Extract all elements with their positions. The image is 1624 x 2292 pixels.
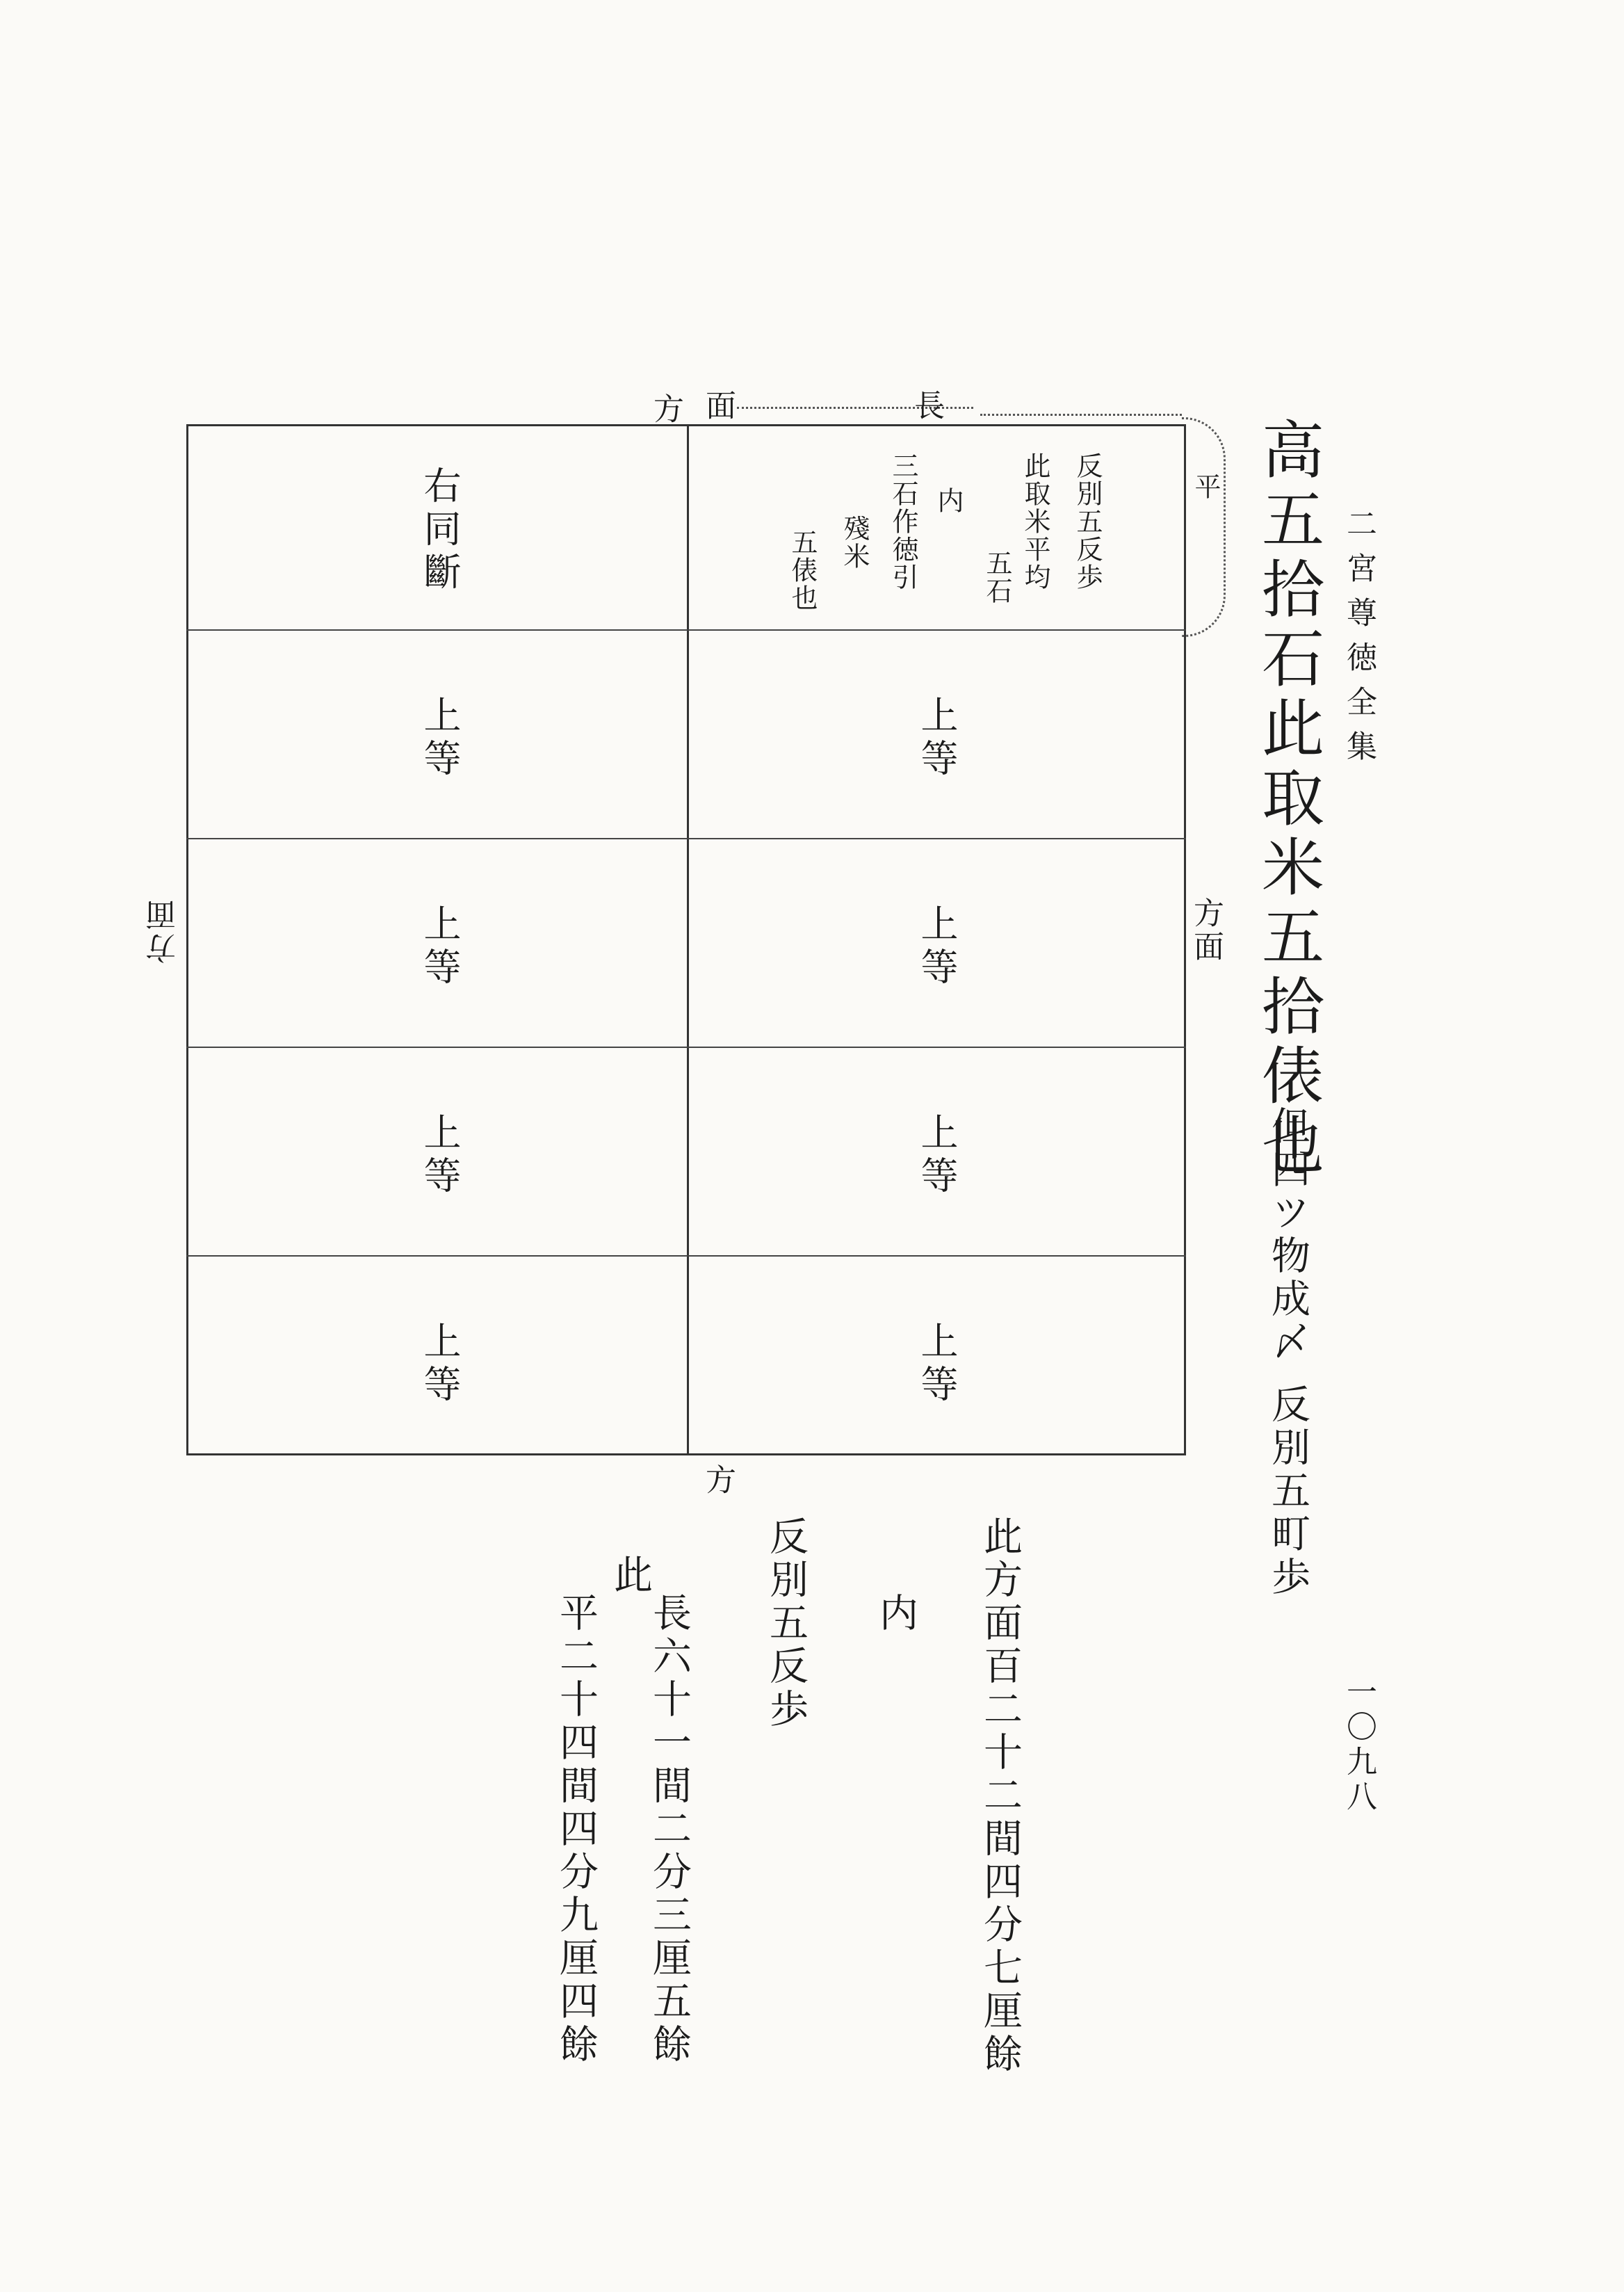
grade-cell: 上等	[915, 1113, 959, 1199]
diagram-label-men-top: 面	[700, 389, 736, 423]
main-line-2a: 但四ツ物成〆	[1265, 1106, 1310, 1364]
main-line-2b: 反別五町歩	[1265, 1384, 1310, 1599]
diagram-label-fangmen-right: 方面	[1188, 897, 1224, 964]
main-line-3: 此方面百二十二間四分七厘餘	[977, 1516, 1023, 2076]
diagram-label-fangmen-left: 方面	[146, 897, 181, 964]
cell-note-2: 此取米平均	[1020, 452, 1050, 591]
grade-cell: 上等	[418, 904, 462, 990]
cell-left-first: 右同斷	[418, 466, 462, 595]
grade-cell: 上等	[418, 695, 462, 782]
diagram-label-taira: 平	[1190, 473, 1221, 501]
grade-cell: 上等	[418, 1113, 462, 1199]
main-line-6b: 長六十一間二分三厘五餘	[647, 1592, 692, 2067]
cell-note-1: 反別五反歩	[1072, 452, 1103, 591]
cell-note-3: 五石	[982, 549, 1012, 605]
grade-cell: 上等	[915, 904, 959, 990]
grade-cell: 上等	[915, 1321, 959, 1407]
main-line-1a: 高五拾石	[1251, 417, 1324, 695]
diagram-label-nagasa: 長	[909, 389, 944, 423]
main-line-7: 平二十四間四分九厘四餘	[553, 1592, 599, 2067]
main-line-1b: 此取米五拾俵也	[1251, 695, 1324, 1182]
cell-note-7: 五俵也	[787, 528, 818, 612]
cell-note-5: 三石作徳引	[888, 452, 918, 591]
diagram-label-fang-bottom: 方	[700, 1464, 736, 1497]
main-line-4: 内	[873, 1592, 918, 1636]
page-number: 一〇九八	[1341, 1676, 1377, 1815]
main-line-6a: 此	[608, 1554, 653, 1597]
main-line-5: 反別五反歩	[763, 1516, 809, 1732]
cell-note-4: 内	[933, 487, 964, 515]
cell-note-6: 殘米	[839, 515, 870, 570]
diagram-label-fang-top: 方	[648, 393, 683, 426]
grade-cell: 上等	[915, 695, 959, 782]
grade-cell: 上等	[418, 1321, 462, 1407]
book-title: 二宮尊徳全集	[1341, 508, 1377, 775]
